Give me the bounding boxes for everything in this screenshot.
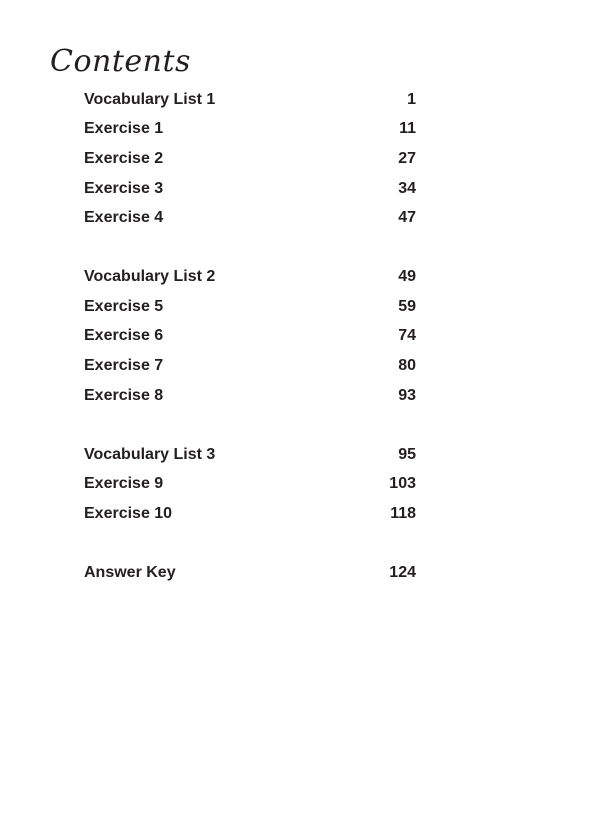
table-of-contents	[84, 85, 416, 617]
toc-entry-label: Exercise 8	[84, 386, 164, 404]
toc-entry[interactable]	[84, 115, 416, 145]
toc-entry[interactable]	[84, 85, 416, 115]
toc-entry[interactable]	[84, 322, 416, 352]
toc-section-2	[84, 262, 416, 410]
toc-entry[interactable]	[84, 262, 416, 292]
toc-entry[interactable]	[84, 203, 416, 233]
toc-section-4	[84, 558, 416, 588]
toc-entry-page-number: 74	[398, 327, 416, 345]
toc-entry-page-number: 118	[390, 504, 416, 522]
toc-section-3	[84, 440, 416, 529]
toc-entry[interactable]	[84, 351, 416, 381]
toc-entry-label: Exercise 6	[84, 327, 164, 345]
toc-entry[interactable]	[84, 440, 416, 470]
toc-entry-label: Exercise 7	[84, 357, 164, 375]
toc-entry-page-number: 27	[398, 149, 416, 167]
toc-entry-page-number: 49	[398, 268, 416, 286]
toc-entry-page-number: 1	[407, 90, 416, 108]
toc-entry-page-number: 47	[398, 209, 416, 227]
toc-entry[interactable]	[84, 558, 416, 588]
toc-entry-page-number: 103	[389, 475, 416, 493]
toc-entry-page-number: 80	[398, 357, 416, 375]
toc-entry-page-number: 59	[398, 297, 416, 315]
toc-entry-label: Exercise 3	[84, 179, 164, 197]
toc-entry-page-number: 95	[398, 445, 416, 463]
toc-entry-label: Exercise 1	[84, 120, 164, 138]
toc-section-1	[84, 85, 416, 233]
toc-entry[interactable]	[84, 144, 416, 174]
page-title: Contents	[50, 44, 191, 79]
toc-entry-label: Vocabulary List 3	[84, 445, 216, 463]
toc-entry-page-number: 124	[389, 564, 416, 582]
toc-entry[interactable]	[84, 470, 416, 500]
toc-entry-label: Exercise 9	[84, 475, 164, 493]
toc-entry[interactable]	[84, 174, 416, 204]
toc-entry[interactable]	[84, 292, 416, 322]
toc-entry-label: Exercise 2	[84, 149, 164, 167]
toc-entry[interactable]	[84, 499, 416, 529]
toc-entry[interactable]	[84, 381, 416, 411]
toc-entry-label: Vocabulary List 1	[84, 90, 216, 108]
toc-entry-page-number: 34	[398, 179, 416, 197]
toc-entry-page-number: 11	[399, 120, 416, 138]
toc-entry-label: Exercise 5	[84, 297, 164, 315]
toc-entry-page-number: 93	[398, 386, 416, 404]
toc-entry-label: Exercise 4	[84, 209, 164, 227]
toc-entry-label: Exercise 10	[84, 504, 173, 522]
toc-entry-label: Vocabulary List 2	[84, 268, 216, 286]
toc-entry-label: Answer Key	[84, 564, 176, 582]
